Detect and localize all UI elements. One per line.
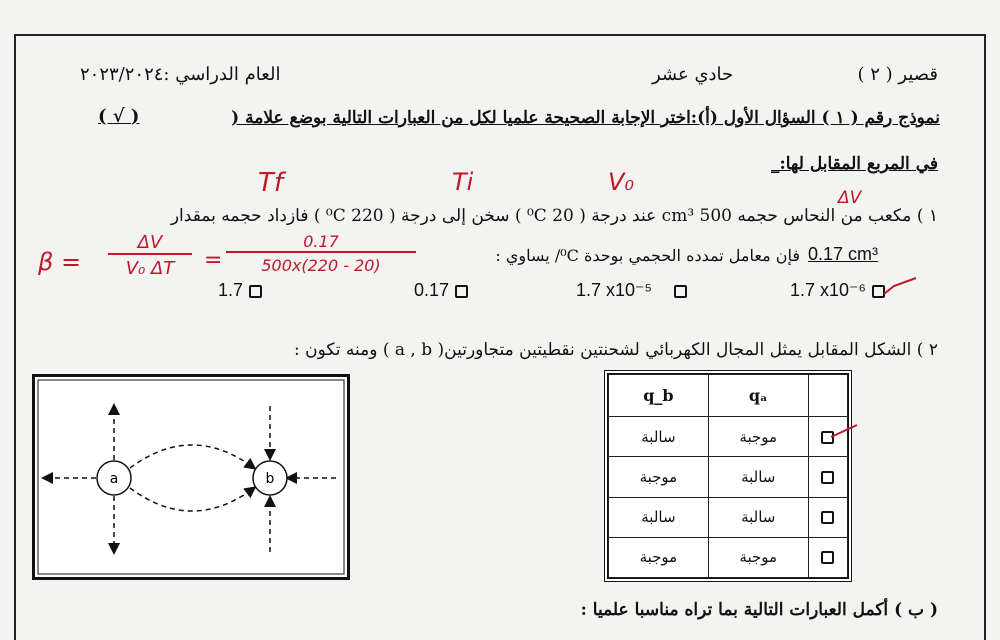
red-check-mark-icon [880,276,920,298]
table-row[interactable] [609,537,848,577]
q1-option-2[interactable]: 1.7 x10⁻⁵ [576,280,687,301]
annotation-ti: Ti [452,168,474,196]
q1-option-1[interactable]: 1.7 x10⁻⁶ [790,280,885,301]
q1-volume-change: 0.17 cm³ [808,244,879,264]
table-row[interactable] [609,497,848,537]
header-empty [808,375,847,417]
q1-option-4[interactable]: 1.7 [218,280,262,301]
header-qb: q_b [609,375,709,417]
checkbox-icon[interactable] [821,511,834,524]
checkbox-icon[interactable] [674,285,687,298]
red-check-mark-icon [829,423,859,441]
checkbox-icon[interactable] [821,551,834,564]
q1-text-line1: ١ ) مكعب من النحاس حجمه 500 cm³ عند درجة ( 20 ⁰C ) سخن إلى درجة ( 220 ⁰C ) فازداد حجمه بمقدار [170,206,938,226]
check-mark-hint: ( √ ) [98,106,140,127]
charge-b-label: b [265,471,275,487]
formula-numerator-2: 0.17 [226,232,416,253]
cell-qa: موجبة [708,537,808,577]
cell-qb: موجبة [609,537,709,577]
school-year: العام الدراسي :٢٠٢٣/٢٠٢٤ [80,64,281,85]
formula-equals: = [204,248,223,273]
cell-qb: سالبة [609,417,709,457]
table-row[interactable] [609,417,848,457]
q1-option-3[interactable]: 0.17 [414,280,468,301]
cell-qa: موجبة [708,417,808,457]
header-qa: qₐ [708,375,808,417]
cell-qa: سالبة [708,497,808,537]
cell-qb: سالبة [609,497,709,537]
table-header-row [609,375,848,417]
cell-checkbox[interactable] [808,417,847,457]
annotation-tf: Tf [258,168,284,198]
checkbox-icon[interactable] [455,285,468,298]
formula-denominator-2: 500x(220 - 20) [261,256,381,275]
q2-answer-table [604,370,852,582]
question-instructions: نموذج رقم ( ١ ) السؤال الأول (أ):اختر الإجابة الصحيحة علميا لكل من العبارات التالية بوضع علامة ( [231,108,940,128]
instructions-cont: في المربع المقابل لها:_ [770,154,938,174]
formula-denominator: V₀ ΔT [125,258,175,279]
checkbox-icon[interactable] [249,285,262,298]
q1-text-line2: فإن معامل تمدده الحجمي بوحدة ⁰C/ يساوي : [495,246,800,265]
formula-lhs: β = [38,248,82,276]
cell-checkbox[interactable] [808,537,847,577]
electric-field-diagram [32,374,350,580]
q2-text: ٢ ) الشكل المقابل يمثل المجال الكهربائي لشحنتين نقطيتين متجاورتين( a , b ) ومنه تكون : [293,340,938,360]
charge-a-label: a [109,471,119,487]
annotation-dv: ΔV [838,188,862,208]
cell-checkbox[interactable] [808,497,847,537]
formula-numerator: ΔV [108,232,192,255]
part-b-heading: ( ب ) أكمل العبارات التالية بما تراه مناسبا علميا : [580,600,938,620]
cell-qa: سالبة [708,457,808,497]
grade-label: حادي عشر [652,64,734,85]
cell-checkbox[interactable] [808,457,847,497]
checkbox-icon[interactable] [821,471,834,484]
table-row[interactable] [609,457,848,497]
quiz-number: قصير ( ٢ ) [857,64,938,85]
cell-qb: موجبة [609,457,709,497]
annotation-v0: V₀ [608,168,635,196]
